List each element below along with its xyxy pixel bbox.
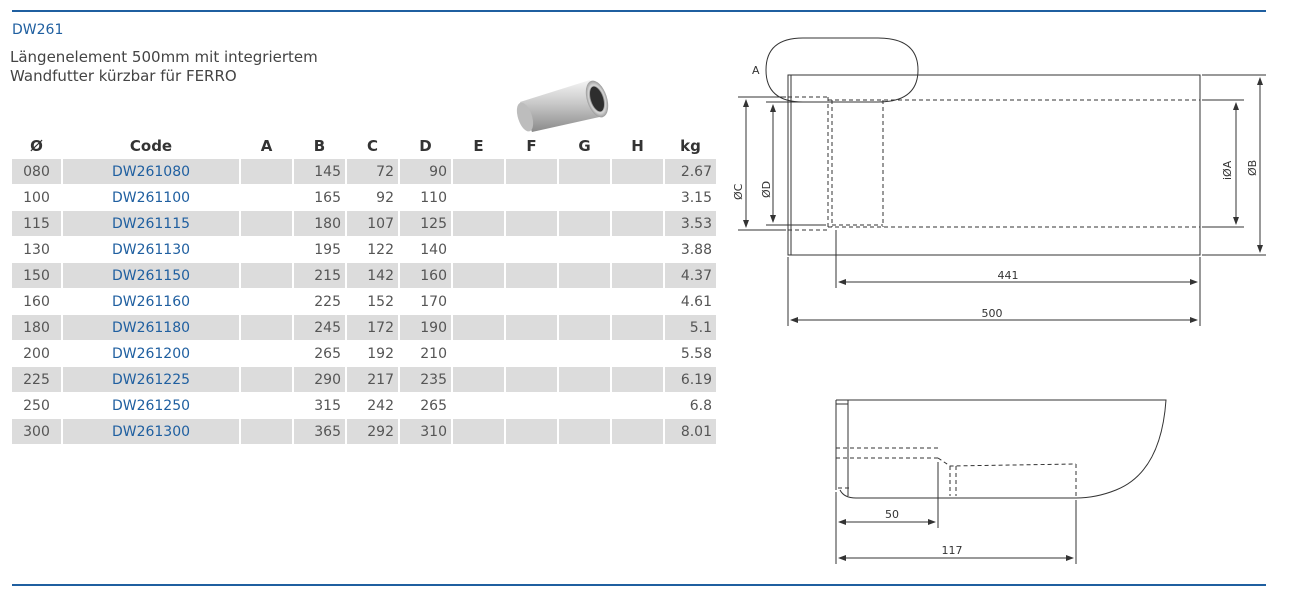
cell-kg: 4.61 (665, 289, 716, 315)
cell-h (612, 419, 663, 445)
cell-d: 110 (400, 185, 451, 211)
cell-diameter: 100 (12, 185, 61, 211)
cell-c: 152 (347, 289, 398, 315)
cell-g (559, 237, 610, 263)
cell-diameter: 180 (12, 315, 61, 341)
length-500-label: 500 (981, 307, 1003, 320)
cell-h (612, 159, 663, 185)
cell-b: 315 (294, 393, 345, 419)
table-header-row (12, 133, 716, 159)
cell-b: 180 (294, 211, 345, 237)
cell-kg: 5.1 (665, 315, 716, 341)
cell-diameter: 200 (12, 341, 61, 367)
cell-c: 107 (347, 211, 398, 237)
table-row (12, 393, 716, 419)
cell-d: 170 (400, 289, 451, 315)
table-row (12, 237, 716, 263)
cell-c: 122 (347, 237, 398, 263)
cell-a (241, 211, 292, 237)
column-header-g: G (578, 137, 591, 155)
cell-kg: 2.67 (665, 159, 716, 185)
cell-e (453, 419, 504, 445)
cell-kg: 3.15 (665, 185, 716, 211)
cell-c: 217 (347, 367, 398, 393)
detail-a-outline (766, 38, 918, 102)
table-row (12, 211, 716, 237)
column-header-d: D (419, 137, 432, 155)
column-header-kg: kg (680, 137, 701, 155)
table-row (12, 419, 716, 445)
cell-d: 310 (400, 419, 451, 445)
column-header-b: B (313, 137, 326, 155)
cell-f (506, 159, 557, 185)
cell-g (559, 341, 610, 367)
detail-a-label: A (752, 64, 760, 77)
technical-drawing-side-view (728, 30, 1268, 330)
cell-diameter: 300 (12, 419, 61, 445)
technical-drawing-detail-a (826, 392, 1176, 567)
cell-e (453, 185, 504, 211)
product-code-title: DW261 (12, 22, 64, 38)
table-row (12, 341, 716, 367)
cell-h (612, 211, 663, 237)
cell-c: 292 (347, 419, 398, 445)
cell-d: 160 (400, 263, 451, 289)
cell-kg: 6.19 (665, 367, 716, 393)
table-row (12, 263, 716, 289)
cell-h (612, 289, 663, 315)
pipe-product-image (512, 72, 612, 134)
dia-a-label: iØA (1221, 160, 1234, 180)
cell-h (612, 393, 663, 419)
cell-code: DW261300 (63, 419, 239, 445)
dia-b-label: ØB (1246, 159, 1259, 176)
cell-code: DW261180 (63, 315, 239, 341)
table-row (12, 289, 716, 315)
specification-table (10, 133, 718, 445)
cell-c: 192 (347, 341, 398, 367)
cell-d: 235 (400, 367, 451, 393)
cell-a (241, 393, 292, 419)
cell-kg: 5.58 (665, 341, 716, 367)
cell-c: 92 (347, 185, 398, 211)
cell-b: 165 (294, 185, 345, 211)
cell-kg: 8.01 (665, 419, 716, 445)
table-row (12, 315, 716, 341)
cell-code: DW261115 (63, 211, 239, 237)
cell-code: DW261160 (63, 289, 239, 315)
cell-f (506, 237, 557, 263)
cell-f (506, 341, 557, 367)
cell-f (506, 419, 557, 445)
cell-h (612, 263, 663, 289)
cell-a (241, 419, 292, 445)
cell-a (241, 289, 292, 315)
cell-e (453, 289, 504, 315)
cell-code: DW261080 (63, 159, 239, 185)
cell-code: DW261225 (63, 367, 239, 393)
length-441-label: 441 (997, 269, 1019, 282)
cell-diameter: 150 (12, 263, 61, 289)
dia-c-label: ØC (732, 183, 745, 200)
cell-b: 225 (294, 289, 345, 315)
cell-diameter: 160 (12, 289, 61, 315)
cell-h (612, 315, 663, 341)
cell-e (453, 237, 504, 263)
detail-outline (836, 400, 1166, 498)
cell-g (559, 419, 610, 445)
cell-g (559, 315, 610, 341)
cell-e (453, 315, 504, 341)
cell-a (241, 263, 292, 289)
cell-f (506, 263, 557, 289)
cell-g (559, 393, 610, 419)
cell-f (506, 367, 557, 393)
cell-g (559, 289, 610, 315)
cell-c: 142 (347, 263, 398, 289)
table-row (12, 185, 716, 211)
cell-e (453, 341, 504, 367)
cell-b: 215 (294, 263, 345, 289)
cell-f (506, 185, 557, 211)
cell-c: 72 (347, 159, 398, 185)
cell-b: 290 (294, 367, 345, 393)
column-header-a: A (260, 137, 273, 155)
cell-diameter: 080 (12, 159, 61, 185)
cell-code: DW261150 (63, 263, 239, 289)
table-row (12, 367, 716, 393)
top-divider (12, 10, 1266, 12)
cell-b: 265 (294, 341, 345, 367)
cell-d: 265 (400, 393, 451, 419)
cell-code: DW261100 (63, 185, 239, 211)
table-row (12, 159, 716, 185)
inner-tube-hidden-lines (788, 97, 1200, 230)
column-header-code: Code (129, 137, 173, 155)
cell-diameter: 250 (12, 393, 61, 419)
cell-a (241, 341, 292, 367)
cell-a (241, 159, 292, 185)
cell-g (559, 211, 610, 237)
cell-h (612, 367, 663, 393)
bottom-divider (12, 584, 1266, 586)
cell-e (453, 367, 504, 393)
cell-d: 90 (400, 159, 451, 185)
length-50-label: 50 (885, 508, 899, 521)
product-description-line-2: Wandfutter kürzbar für FERRO (10, 67, 237, 85)
column-header-c: C (366, 137, 378, 155)
cell-h (612, 341, 663, 367)
cell-f (506, 315, 557, 341)
length-117-label: 117 (941, 544, 963, 557)
cell-c: 242 (347, 393, 398, 419)
product-description-line-1: Längenelement 500mm mit integriertem (10, 48, 318, 66)
cell-kg: 6.8 (665, 393, 716, 419)
dimension-dia-c (738, 97, 786, 230)
dia-d-label: ØD (760, 180, 773, 198)
cell-diameter: 225 (12, 367, 61, 393)
cell-b: 245 (294, 315, 345, 341)
cell-e (453, 393, 504, 419)
column-header-f: F (526, 137, 537, 155)
column-header-diameter: Ø (30, 137, 43, 155)
cell-a (241, 237, 292, 263)
cell-e (453, 159, 504, 185)
cell-b: 365 (294, 419, 345, 445)
cell-kg: 4.37 (665, 263, 716, 289)
cell-d: 190 (400, 315, 451, 341)
cell-e (453, 211, 504, 237)
cell-b: 195 (294, 237, 345, 263)
column-header-e: E (473, 137, 484, 155)
cell-diameter: 130 (12, 237, 61, 263)
cell-d: 140 (400, 237, 451, 263)
cell-a (241, 367, 292, 393)
cell-code: DW261200 (63, 341, 239, 367)
cell-f (506, 393, 557, 419)
cell-g (559, 159, 610, 185)
cell-e (453, 263, 504, 289)
cell-f (506, 211, 557, 237)
cell-d: 125 (400, 211, 451, 237)
cell-a (241, 315, 292, 341)
cell-f (506, 289, 557, 315)
cell-g (559, 367, 610, 393)
column-header-h: H (631, 137, 644, 155)
cell-c: 172 (347, 315, 398, 341)
cell-code: DW261250 (63, 393, 239, 419)
cell-g (559, 263, 610, 289)
cell-d: 210 (400, 341, 451, 367)
cell-kg: 3.53 (665, 211, 716, 237)
cell-diameter: 115 (12, 211, 61, 237)
cell-a (241, 185, 292, 211)
cell-g (559, 185, 610, 211)
cell-b: 145 (294, 159, 345, 185)
cell-h (612, 185, 663, 211)
dimension-dia-d (766, 102, 826, 225)
detail-hidden-lines (836, 448, 1076, 496)
cell-h (612, 237, 663, 263)
cell-code: DW261130 (63, 237, 239, 263)
cell-kg: 3.88 (665, 237, 716, 263)
